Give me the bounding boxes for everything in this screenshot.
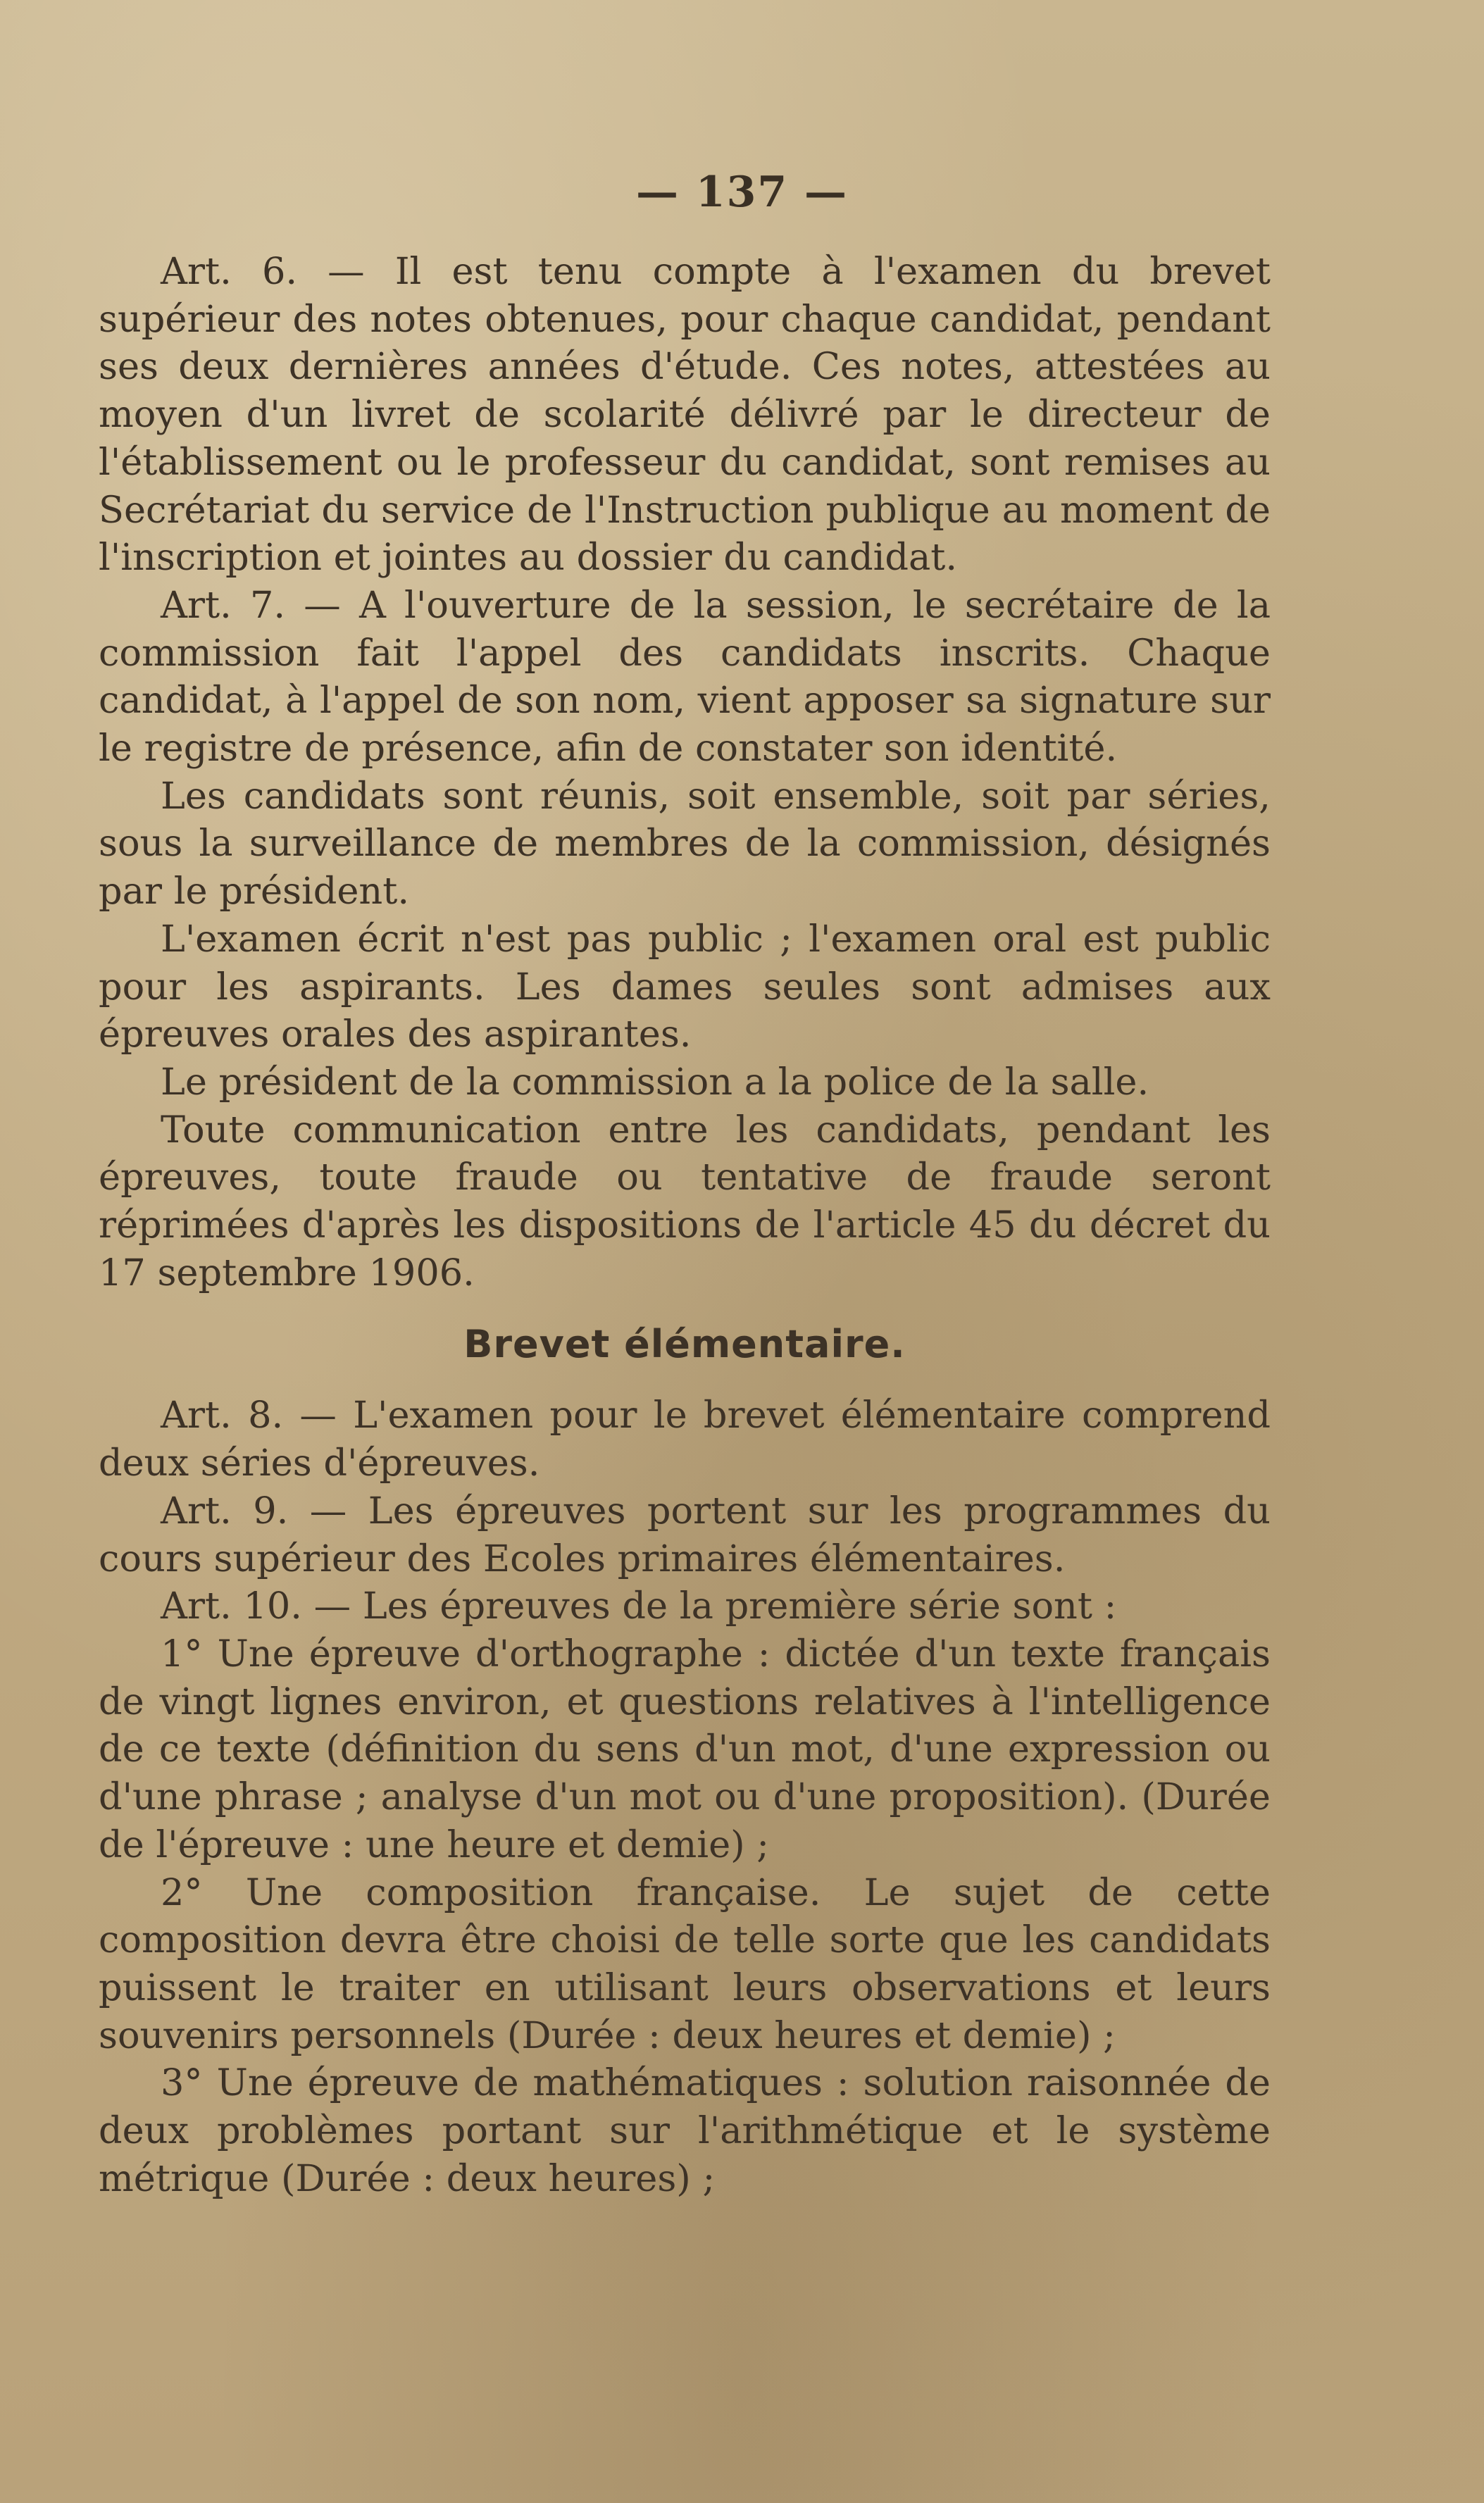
paragraph-fraude: Toute communication entre les candidats, pendant les épreuves, toute fraude ou tentative de fraude seront réprimées d'après les dispositions de l'article 45 du décret du 17 septembre 1906. xyxy=(99,1108,1271,1294)
list-item-orthographe: 1° Une épreuve d'orthographe : dictée d'un texte français de vingt lignes environ, et questions relatives à l'intelligence de ce texte (définition du sens d'un mot, d'une expression ou d'une phrase ; analyse d'un mot ou d'une proposition). (Durée de l'épreuve : une heure et demie) ; xyxy=(99,1632,1271,1866)
paragraph-art-8: Art. 8. — L'examen pour le brevet élémentaire comprend deux séries d'épreuves. xyxy=(99,1394,1271,1485)
section-heading: Brevet élémentaire. xyxy=(463,1322,906,1367)
list-item-mathematiques: 3° Une épreuve de mathématiques : solution raisonnée de deux problèmes portant sur l'arithmétique et le système métrique (Durée : deux heures) ; xyxy=(99,2061,1271,2200)
paragraph-art-7: Art. 7. — A l'ouverture de la session, le secrétaire de la commission fait l'appel des candidats inscrits. Chaque candidat, à l'appel de son nom, vient apposer sa signature sur le registre de présence, afin de constater son identité. xyxy=(99,583,1271,770)
paragraph-examen-public: L'examen écrit n'est pas public ; l'examen oral est public pour les aspirants. Les dames seules sont admises aux épreuves orales des aspirantes. xyxy=(99,917,1271,1056)
paragraph-art-9: Art. 9. — Les épreuves portent sur les programmes du cours supérieur des Ecoles primaires élémentaires. xyxy=(99,1489,1271,1580)
paragraph-candidats-reunis: Les candidats sont réunis, soit ensemble, soit par séries, sous la surveillance de membres de la commission, désignés par le président. xyxy=(99,774,1271,913)
body-text xyxy=(99,248,1271,2202)
page-number: — 137 — xyxy=(635,168,849,217)
paragraph-art-6: Art. 6. — Il est tenu compte à l'examen du brevet supérieur des notes obtenues, pour chaque candidat, pendant ses deux dernières années d'étude. Ces notes, attestées au moyen d'un livret de scolarité délivré par le directeur de l'établissement ou le professeur du candidat, sont remises au Secrétariat du service de l'Instruction publique au moment de l'inscription et jointes au dossier du candidat. xyxy=(99,250,1271,580)
paragraph-police-salle: Le président de la commission a la police de la salle. xyxy=(161,1060,1149,1104)
paragraph-art-10: Art. 10. — Les épreuves de la première série sont : xyxy=(161,1585,1117,1628)
list-item-composition: 2° Une composition française. Le sujet de cette composition devra être choisi de telle sorte que les candidats puissent le traiter en utilisant leurs observations et leurs souvenirs personnels (Durée : deux heures et demie) ; xyxy=(99,1871,1271,2057)
